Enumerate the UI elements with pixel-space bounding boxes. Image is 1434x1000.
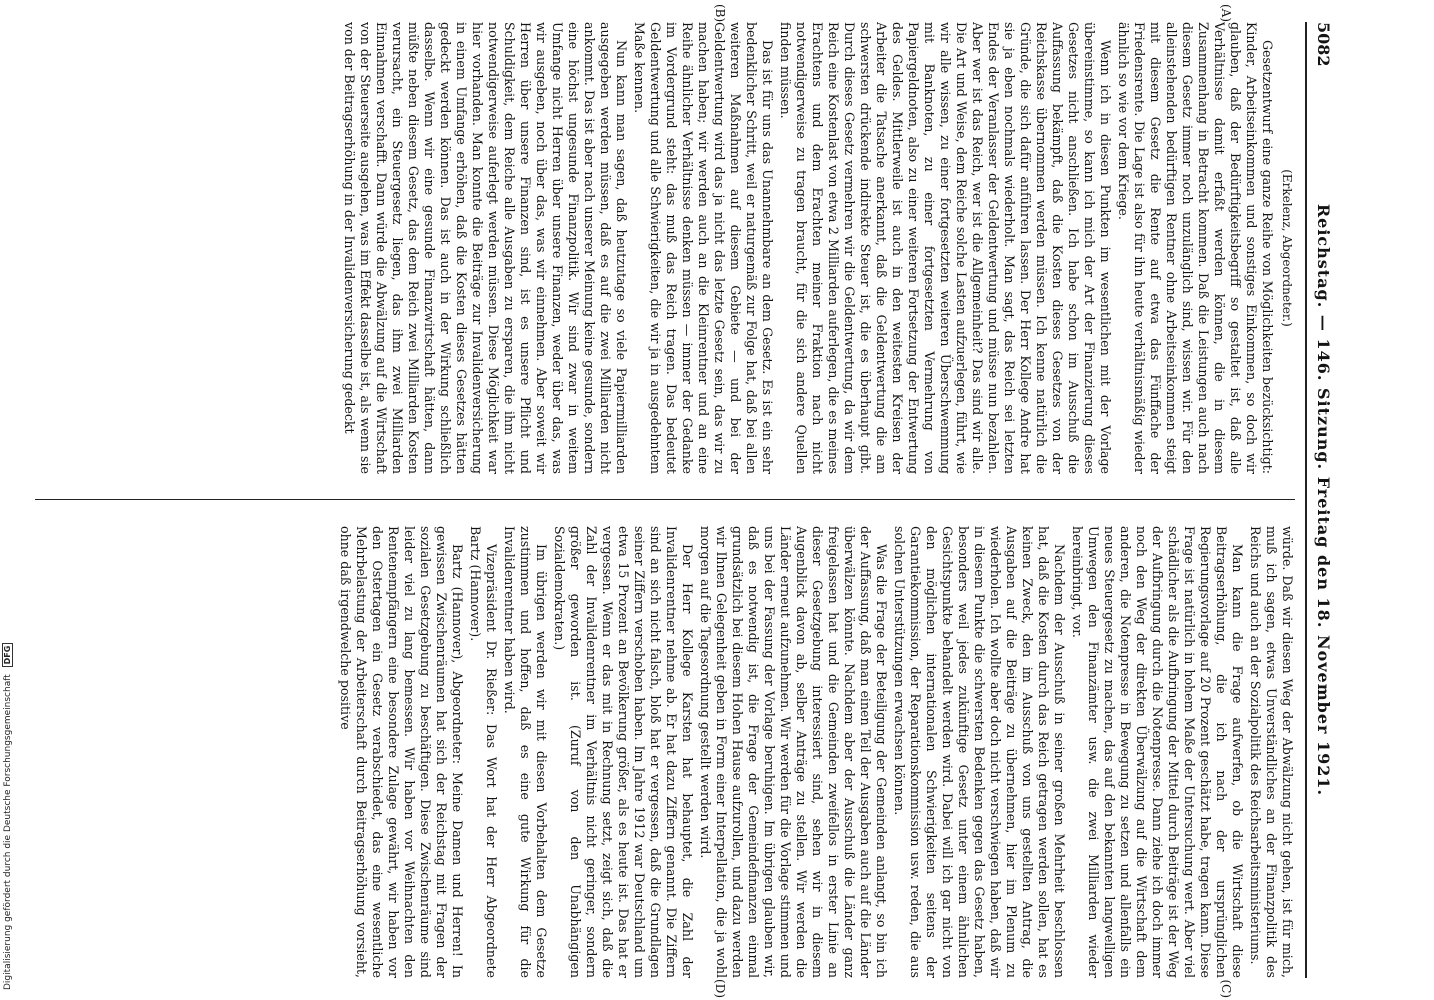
paragraph: Gesetzentwurf eine ganze Reihe von Möglichkeiten bezücksichtigt: Kinder, Arbeitseinkommen und sonstiges Einkommen, so doch wir glauben, daß der Bedürftigkeitsbegriff so gestaltet ist, daß alle Verhältnisse damit erfaßt werden können, die in diesem Zusammenhang in Betracht kommen. Daß die Leistungen auch nach diesem Gesetz immer noch unzulänglich sind, wissen wir. Für den alleinstehenden bedürftigen Rentner ohne Arbeitseinkommen steigt mit diesem Gesetz die Rente auf etwa das Fünffache der Friedensrente. Die Lage ist also für ihn heute verhältnismäßig wieder ähnlich so wie vor dem Kriege. xyxy=(1116,22,1275,474)
paragraph: Was die Frage der Beteiligung der Gemeinden anlangt, so bin ich der Auffassung, daß man einen Teil der Ausgaben auch auf die Länder überwälzen könnte. Nachdem aber der Ausschuß die Länder ganz freigelassen hat und die Gemeinden zweifellos in erster Linie an dieser Gesetzgebung interessiert sind, sehen wir in diesem Augenblick davon ab, selber Anträge zu stellen. Wir werden die Länder erneut aufzunehmen. Wir werden für die Vorlage stimmen und uns bei der Fassung der Vorlage beruhigen. Im übrigen glauben wir, daß es notwendig ist, die Frage der Gemeindefinanzen einmal grundsätzlich bei diesem Hohen Hause aufzurollen, und dazu werden wir Ihnen Gelegenheit geben in Form einer Interpellation, die ja wohl morgen auf die Tagesordnung gestellt werden wird. xyxy=(698,526,889,978)
paragraph: Nun kann man sagen, daß heutzutage so viele Papiermilliarden ausgegeben werden müssen, daß es auf die zwei Milliarden nicht ankommt. Das ist aber nach unserer Meinung keine gesunde, sondern eine höchst ungesunde Finanzpolitik. Wir sind zwar in weitem Umfange nicht Herren über unsere Finanzen, weder über das, was wir ausgeben, noch über das, was wir einnehmen. Aber soweit wir Herren über unsere Finanzen sind, ist es unsere Pflicht und Schuldigkeit, dem Reiche alle Ausgaben zu ersparen, die ihm nicht notwendigerweise auferlegt werden müssen. Diese Möglichkeit war hier vorhanden. Man konnte die Beiträge zur Invalidenversicherung in einem Umfange erhöhen, daß die Kosten dieses Gesetzes hätten gedeckt werden können. Das ist auch in der Wirkung schließlich dasselbe. Wenn wir eine gesunde Finanzwirtschaft hätten, dann müßte neben diesem Gesetz, das dem Reich zwei Milliarden Kosten verursacht, ein Steuergesetz liegen, das ihm zwei Milliarden Einnahmen verschafft. Dann würde die Abwälzung auf die Wirtschaft von der Steuerseite ausgehen, was im Effekt dasselbe ist, als wenn sie von der Beitragserhöhung in der Invalidenversicherung gedeckt xyxy=(342,22,629,474)
credit-text: Digitalisierung gefördert durch die Deutsche Forschungsgemeinschaft xyxy=(3,674,13,990)
paragraph: Wenn ich in diesen Punkten im wesentlichen mit der Vorlage übereinstimme, so kann ich mich der Art der Finanzierung dieses Gesetzes nicht anschließen. Ich habe schon im Ausschuß die Auffassung bekämpft, daß die Kosten dieses Gesetzes von der Reichskasse übernommen werden müssen. Ich kenne natürlich die Gründe, die sich dafür anführen lassen. Der Herr Kollege Andre hat sie ja eben nochmals wiederholt. Man sagt, das Reich sei letzten Endes der Veranlasser der Geldentwertung und müsse nun bezahlen. Aber wer ist das Reich, wer ist die Allgemeinheit? Das sind wir alle. Die Art und Weise, dem Reiche solche Lasten aufzuerlegen, führt, wie wir alle wissen, zu einer fortgesetzten weiteren Überschwemmung mit Banknoten, zu einer fortgesetzten Vermehrung von Papiergeldnoten, also zu einer weiteren Fortsetzung der Entwertung des Geldes. Mittlerweile ist auch in den weitesten Kreisen der Arbeiter die Tatsache anerkannt, daß die Geldentwertung die am schwersten drückende indirekte Steuer ist, die es überhaupt gibt. Durch dieses Gesetz vermehren wir die Geldentwertung, da wir dem Reich eine Kostenlast von etwa 2 Milliarden auferlegen, die es meines Erachtens und dem Erachten meiner Fraktion nach nicht notwendigerweise zu tragen braucht, für die sich andere Quellen finden müssen. xyxy=(778,22,1113,474)
digitization-credit xyxy=(2,590,16,990)
paragraph: Man kann die Frage aufwerfen, ob die Wirtschaft diese Beitragserhöhung, die ich nach der ursprünglichen Regierungsvorlage auf 20 Prozent geschätzt habe, tragen kann. Diese Frage ist natürlich in hohem Maße der Untersuchung wert. Aber viel schädlicher als die Aufbringung der Mittel durch Beiträge ist der Weg der Aufbringung durch die Notenpresse. Dann ziehe ich doch immer noch den Weg der direkten Überwälzung auf die Wirtschaft dem anderen, die Notenpresse in Bewegung zu setzen und allenfalls ein neues Steuergesetz zu machen, das auf den bekannten langwelligen Umwegen den Finanzämter usw. die zwei Milliarden wieder hereinbringt, vor. xyxy=(1070,526,1245,978)
paragraph: würde. Daß wir diesen Weg der Abwälzung nicht gehen, ist für mich, muß ich sagen, etwas Unverständliches an der Finanzpolitik des Reichs und auch an der Sozialpolitik des Reichsarbeitsministeriums. xyxy=(1248,526,1295,978)
page-number: 5082 xyxy=(1314,22,1333,67)
newspaper-page xyxy=(25,0,1355,1000)
speaker-intro: Bartz (Hannover), Abgeordneter: Meine Damen und Herren! In gewissen Zwischenräumen hat sich der Reichstag mit Fragen der sozialen Gesetzgebung zu beschäftigen. Diese Zwischenräume sind leider viel zu lang bemessen. Wir haben vor Weihnachten den Rentenempfängern eine besondere Zulage gewährt, wir haben vor den Ostertagen ein Gesetz verabschiedet, das eine wesentliche Mehrbelastung der Arbeiterschaft durch Beitragserhöhung vorsieht, ohne daß irgendwelche positive xyxy=(338,526,465,978)
president-call: Vizepräsident Dr. Rießer: Das Wort hat der Herr Abgeordnete Bartz (Hannover). xyxy=(468,526,499,978)
margin-mark-c: (C) xyxy=(1219,979,1233,998)
column-divider xyxy=(35,499,1295,500)
paragraph: Das ist für uns das Unannehmbare an dem Gesetz. Es ist ein sehr bedenklicher Schritt, weil er naturgemäß zur Folge hat, daß bei allen weiteren Maßnahmen auf diesem Gebiete — und bei der Geldentwertung wird das ja nicht das letzte Gesetz sein, das wir zu machen haben; wir werden auch an die Kleinrentner und an eine Reihe ähnlicher Verhältnisse denken müssen — immer der Gedanke im Vordergrund steht: das muß das Reich tragen. Das bedeutet Geldentwertung und alle Schwierigkeiten, die wir ja in ausgedehntem Maße kennen. xyxy=(632,22,775,474)
right-column xyxy=(35,526,1295,978)
margin-mark-b: (B) xyxy=(713,4,727,23)
paragraph: Der Herr Kollege Karsten hat behauptet, die Zahl der Invalidenrentner nehme ab. Er hat dazu Ziffern genannt. Die Ziffern sind an sich nicht falsch, bloß hat er vergessen, daß die Grundlagen seiner Ziffern verschoben haben. Im Jahre 1912 war Deutschland um etwa 15 Prozent an Bevölkerung größer, als es heute ist. Das hat er vergessen. Wenn er das mit in Rechnung setzt, zeigt sich, daß die Zahl der Invalidenrentner im Verhältnis nicht geringer, sondern größer geworden ist. (Zuruf von den Unabhängigen Sozialdemokraten.) xyxy=(552,526,695,978)
left-column xyxy=(35,22,1295,474)
margin-mark-a: (A) xyxy=(1219,4,1233,23)
paragraph: Im übrigen werden wir mit diesen Vorbehalten dem Gesetze zustimmen und hoffen, daß es eine gute Wirkung für die Invalidenrentner haben wird. xyxy=(502,526,549,978)
running-title: Reichstag. — 146. Sitzung. Freitag den 18. November 1921. xyxy=(1314,203,1333,797)
margin-mark-d: (D) xyxy=(713,979,727,998)
text-columns xyxy=(35,4,1295,998)
page-header xyxy=(1305,22,1337,978)
paragraph: Nachdem der Ausschuß in seiner großen Mehrheit beschlossen hat, daß die Kosten durch das Reich getragen werden sollen, hat es keinen Zweck, den im Ausschuß von uns gestellten Antrag, die Ausgaben auf die Beiträge zu übernehmen, hier im Plenum zu wiederholen. Ich wollte aber doch nicht verschwiegen haben, daß wir in diesem Punkte die schwersten Bedenken gegen das Gesetz haben, besonders weil jedes zukünftige Gesetz unter einem ähnlichen Gesichtspunkte behandelt werden wird. Dabei will ich gar nicht von den möglichen internationalen Schwierigkeiten seitens der Garantiekommission, der Reparationskommission usw. reden, die aus solchen Unterstützungen erwachsen können. xyxy=(892,526,1067,978)
speaker-continuation: (Erkelenz, Abgeordneter.) xyxy=(1280,169,1294,327)
dfg-logo: DFG xyxy=(2,643,13,668)
